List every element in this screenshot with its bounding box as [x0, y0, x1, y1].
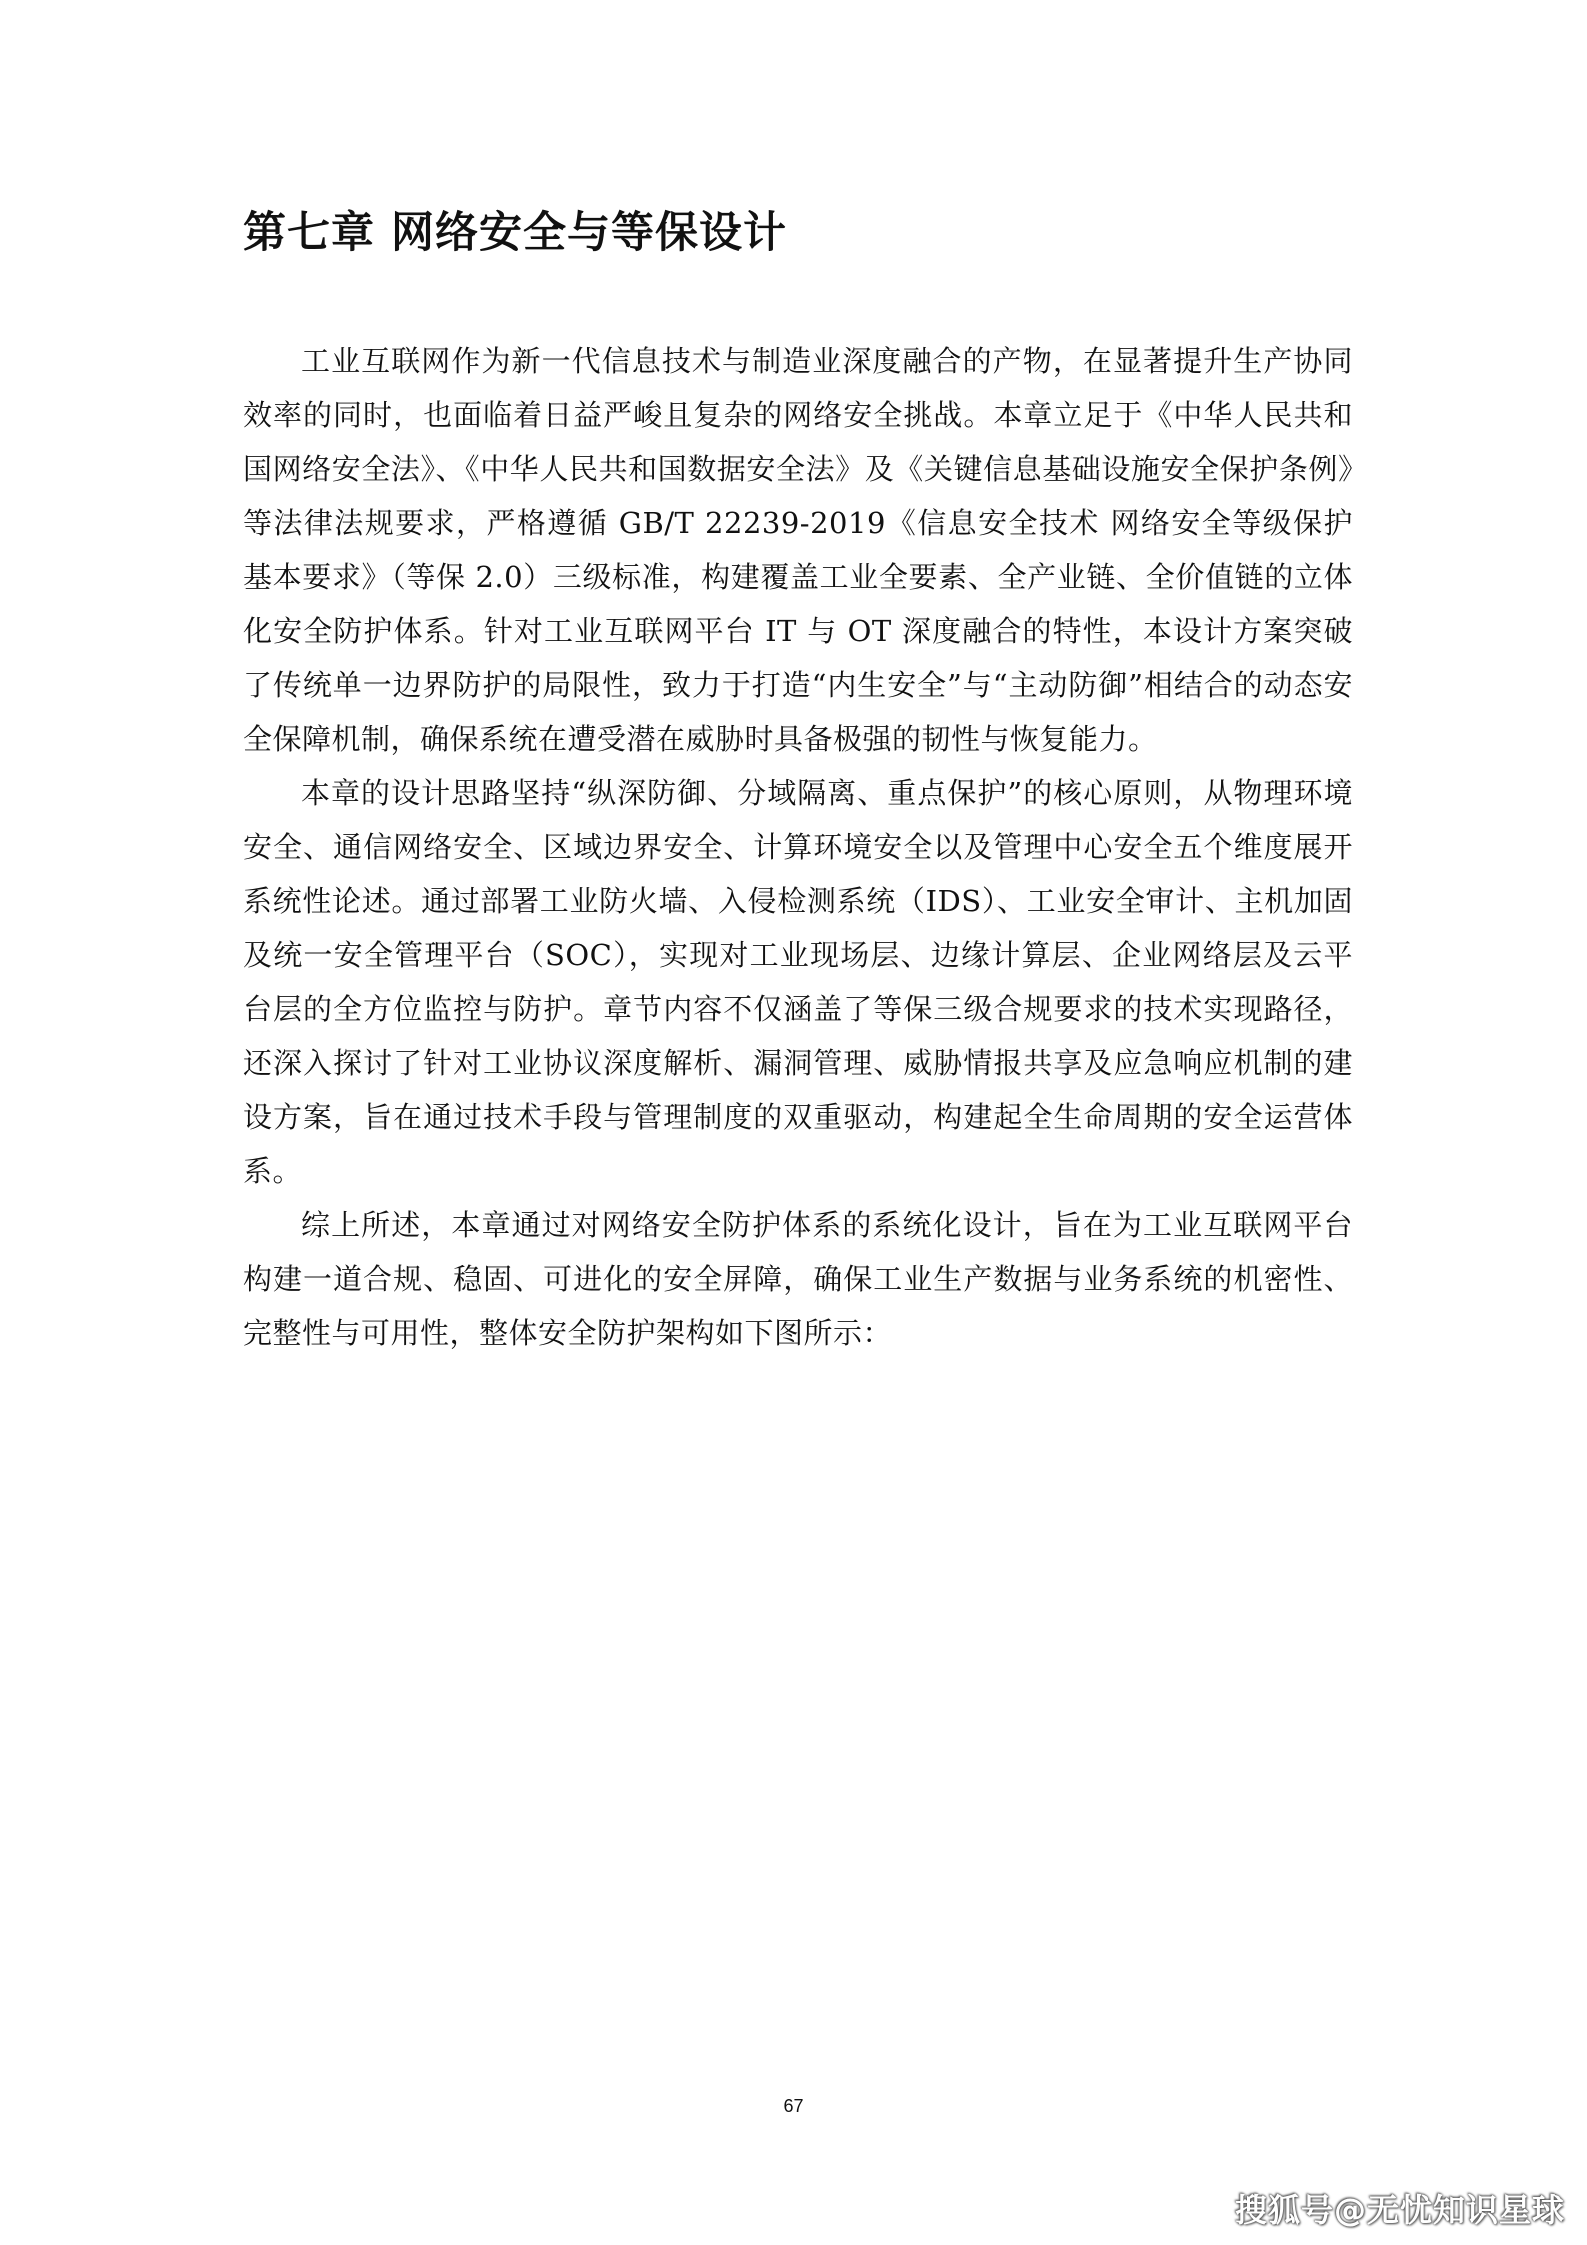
- page-number: 67: [783, 2096, 804, 2116]
- paragraph-summary: 综上所述，本章通过对网络安全防护体系的系统化设计，旨在为工业互联网平台构建一道合规、稳固、可进化的安全屏障，确保工业生产数据与业务系统的机密性、完整性与可用性，整体安全防护架构如下图所示：: [243, 1208, 1353, 1350]
- chapter-title: 第七章 网络安全与等保设计: [243, 208, 787, 258]
- paragraph-intro: 工业互联网作为新一代信息技术与制造业深度融合的产物，在显著提升生产协同效率的同时，也面临着日益严峻且复杂的网络安全挑战。本章立足于《中华人民共和国网络安全法》、《中华人民共和国数据安全法》及《关键信息基础设施安全保护条例》等法律法规要求，严格遵循 GB/T 22239-2019《信息安全技术 网络安全等级保护基本要求》（等保 2.0）三级标准，构建覆盖工业全要素、全产业链、全价值链的立体化安全防护体系。针对工业互联网平台 IT 与 OT 深度融合的特性，本设计方案突破了传统单一边界防护的局限性，致力于打造“内生安全”与“主动防御”相结合的动态安全保障机制，确保系统在遭受潜在威胁时具备极强的韧性与恢复能力。: [243, 344, 1353, 756]
- watermark: 搜狐号@无忧知识星球: [1234, 2191, 1565, 2229]
- paragraph-design-approach: 本章的设计思路坚持“纵深防御、分域隔离、重点保护”的核心原则，从物理环境安全、通信网络安全、区域边界安全、计算环境安全以及管理中心安全五个维度展开系统性论述。通过部署工业防火墙、入侵检测系统（IDS）、工业安全审计、主机加固及统一安全管理平台（SOC），实现对工业现场层、边缘计算层、企业网络层及云平台层的全方位监控与防护。章节内容不仅涵盖了等保三级合规要求的技术实现路径，还深入探讨了针对工业协议深度解析、漏洞管理、威胁情报共享及应急响应机制的建设方案，旨在通过技术手段与管理制度的双重驱动，构建起全生命周期的安全运营体系。: [243, 776, 1353, 1188]
- body-text: [243, 334, 1353, 1360]
